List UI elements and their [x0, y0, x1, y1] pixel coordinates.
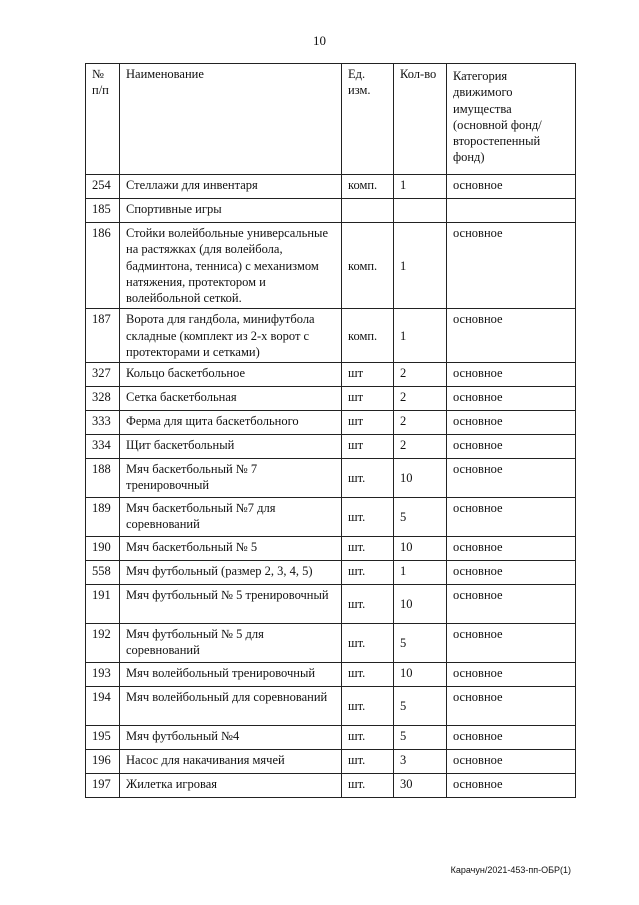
- row-unit: шт: [342, 387, 394, 411]
- table-row: [86, 387, 576, 411]
- row-quantity: 1: [394, 175, 447, 199]
- table-row: [86, 459, 576, 498]
- row-quantity: [394, 199, 447, 223]
- row-unit: комп.: [342, 175, 394, 199]
- row-number: 190: [86, 537, 120, 561]
- row-unit: [342, 199, 394, 223]
- row-name: Насос для накачивания мячей: [120, 750, 342, 774]
- row-number: 185: [86, 199, 120, 223]
- row-quantity: 10: [394, 537, 447, 561]
- row-category: основное: [447, 537, 576, 561]
- row-category: основное: [447, 624, 576, 663]
- row-name: Мяч баскетбольный № 5: [120, 537, 342, 561]
- row-category: основное: [447, 459, 576, 498]
- table-row: [86, 750, 576, 774]
- row-name: Щит баскетбольный: [120, 435, 342, 459]
- row-number: 192: [86, 624, 120, 663]
- row-unit: шт.: [342, 585, 394, 624]
- row-number: 194: [86, 687, 120, 726]
- row-unit: шт.: [342, 663, 394, 687]
- row-number: 197: [86, 774, 120, 798]
- row-name: Мяч баскетбольный №7 для соревнований: [120, 498, 342, 537]
- row-quantity: 2: [394, 411, 447, 435]
- row-number: 254: [86, 175, 120, 199]
- row-name: Мяч волейбольный тренировочный: [120, 663, 342, 687]
- row-quantity: 10: [394, 459, 447, 498]
- row-unit: шт.: [342, 624, 394, 663]
- row-number: 189: [86, 498, 120, 537]
- table-row: [86, 726, 576, 750]
- row-category: основное: [447, 175, 576, 199]
- row-number: 334: [86, 435, 120, 459]
- row-category: основное: [447, 750, 576, 774]
- row-name: Стойки волейбольные универсальные на растяжках (для волейбола, бадминтона, тенниса) с механизмом натяжения, протектором и волейбольной сеткой.: [120, 223, 342, 309]
- row-unit: комп.: [342, 223, 394, 309]
- row-name: Мяч футбольный (размер 2, 3, 4, 5): [120, 561, 342, 585]
- row-name: Стеллажи для инвентаря: [120, 175, 342, 199]
- row-quantity: 10: [394, 663, 447, 687]
- row-category: основное: [447, 498, 576, 537]
- row-quantity: 5: [394, 498, 447, 537]
- row-quantity: 2: [394, 435, 447, 459]
- row-category: основное: [447, 726, 576, 750]
- row-quantity: 5: [394, 726, 447, 750]
- inventory-table: [85, 63, 576, 798]
- header-unit: Ед. изм.: [342, 64, 394, 175]
- row-category: основное: [447, 663, 576, 687]
- table-row: [86, 537, 576, 561]
- table-row: [86, 687, 576, 726]
- row-number: 191: [86, 585, 120, 624]
- row-unit: шт.: [342, 561, 394, 585]
- row-name: Мяч волейбольный для соревнований: [120, 687, 342, 726]
- row-unit: шт.: [342, 687, 394, 726]
- row-quantity: 2: [394, 387, 447, 411]
- row-unit: шт.: [342, 498, 394, 537]
- row-number: 328: [86, 387, 120, 411]
- row-name: Сетка баскетбольная: [120, 387, 342, 411]
- table-row: [86, 585, 576, 624]
- table-row: [86, 498, 576, 537]
- header-category: Категория движимого имущества (основной фонд/ второстепенный фонд): [447, 64, 576, 175]
- row-number: 193: [86, 663, 120, 687]
- row-unit: шт.: [342, 750, 394, 774]
- row-quantity: 1: [394, 223, 447, 309]
- row-name: Мяч футбольный № 5 тренировочный: [120, 585, 342, 624]
- table-row: [86, 435, 576, 459]
- row-category: основное: [447, 774, 576, 798]
- row-number: 333: [86, 411, 120, 435]
- row-category: основное: [447, 435, 576, 459]
- row-unit: комп.: [342, 309, 394, 363]
- row-number: 196: [86, 750, 120, 774]
- row-quantity: 10: [394, 585, 447, 624]
- row-name: Мяч футбольный № 5 для соревнований: [120, 624, 342, 663]
- table-row: [86, 199, 576, 223]
- row-category: основное: [447, 585, 576, 624]
- row-number: 195: [86, 726, 120, 750]
- row-category: [447, 199, 576, 223]
- row-number: 186: [86, 223, 120, 309]
- row-number: 187: [86, 309, 120, 363]
- table-row: [86, 223, 576, 309]
- row-name: Ферма для щита баскетбольного: [120, 411, 342, 435]
- row-unit: шт.: [342, 726, 394, 750]
- page-number: 10: [313, 33, 326, 48]
- row-name: Кольцо баскетбольное: [120, 363, 342, 387]
- row-category: основное: [447, 223, 576, 309]
- row-unit: шт.: [342, 774, 394, 798]
- row-unit: шт: [342, 435, 394, 459]
- table-row: [86, 363, 576, 387]
- row-unit: шт.: [342, 459, 394, 498]
- row-unit: шт: [342, 363, 394, 387]
- table-row: [86, 774, 576, 798]
- row-name: Мяч баскетбольный № 7 тренировочный: [120, 459, 342, 498]
- table-row: [86, 663, 576, 687]
- row-name: Ворота для гандбола, минифутбола складные (комплект из 2-х ворот с протекторами и сетками): [120, 309, 342, 363]
- header-name: Наименование: [120, 64, 342, 175]
- row-quantity: 30: [394, 774, 447, 798]
- header-qty: Кол-во: [394, 64, 447, 175]
- row-quantity: 5: [394, 624, 447, 663]
- table-row: [86, 624, 576, 663]
- row-name: Мяч футбольный №4: [120, 726, 342, 750]
- row-quantity: 1: [394, 309, 447, 363]
- document-code: Карачун/2021-453-пп-ОБР(1): [450, 865, 571, 875]
- row-category: основное: [447, 363, 576, 387]
- row-quantity: 5: [394, 687, 447, 726]
- row-category: основное: [447, 387, 576, 411]
- table-row: [86, 411, 576, 435]
- table-row: [86, 561, 576, 585]
- header-num: № п/п: [86, 64, 120, 175]
- table-header-row: [86, 64, 576, 175]
- row-quantity: 2: [394, 363, 447, 387]
- row-category: основное: [447, 309, 576, 363]
- table-row: [86, 309, 576, 363]
- row-quantity: 1: [394, 561, 447, 585]
- row-name: Спортивные игры: [120, 199, 342, 223]
- table-row: [86, 175, 576, 199]
- row-unit: шт: [342, 411, 394, 435]
- row-number: 327: [86, 363, 120, 387]
- row-category: основное: [447, 411, 576, 435]
- row-unit: шт.: [342, 537, 394, 561]
- row-number: 188: [86, 459, 120, 498]
- row-number: 558: [86, 561, 120, 585]
- row-category: основное: [447, 561, 576, 585]
- row-category: основное: [447, 687, 576, 726]
- row-name: Жилетка игровая: [120, 774, 342, 798]
- row-quantity: 3: [394, 750, 447, 774]
